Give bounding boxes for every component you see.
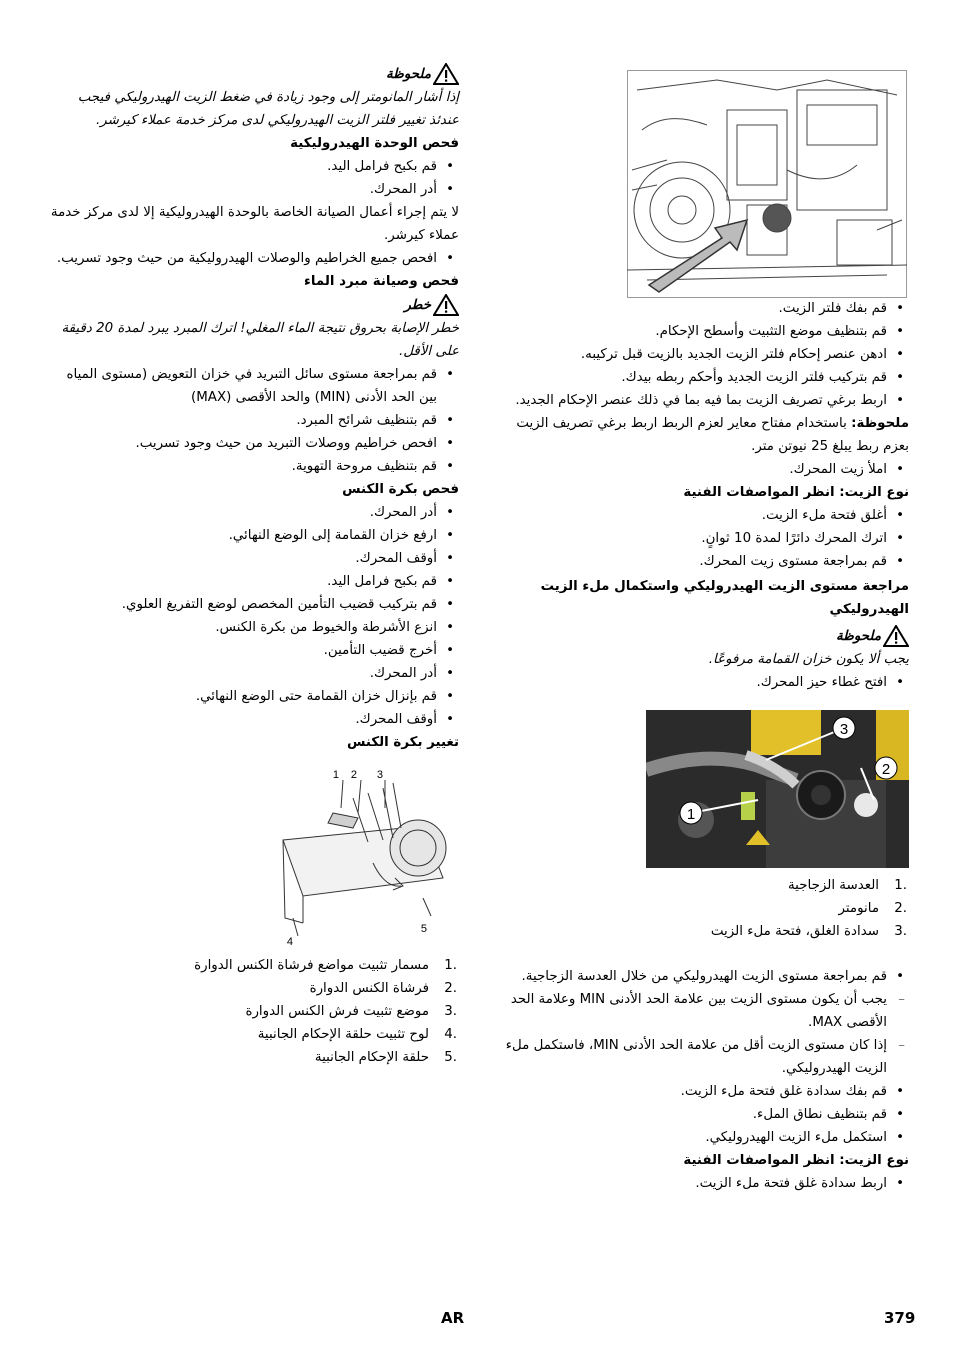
section-heading-broom-check: فحص بكرة الكنس [342, 482, 459, 497]
hydraulics-list-2 [48, 247, 459, 270]
torque-note [497, 412, 909, 458]
cooler-list [48, 363, 459, 478]
label-2: 2 [350, 769, 357, 781]
fill-list [497, 458, 909, 481]
danger-title: خطر [404, 297, 431, 313]
list-item: • قم بتركيب قضيب التأمين المخصص لوضع التفريغ العلوي. [48, 593, 459, 616]
note-label: ملحوظة: [851, 416, 909, 431]
filter-steps-list [497, 297, 909, 412]
list-item: • قم بتركيب فلتر الزيت الجديد وأحكم ربطه بيدك. [497, 366, 909, 389]
label-1: 1 [332, 769, 339, 781]
final-list [497, 1172, 909, 1195]
list-item: • قم بتنظيف موضع التثبيت وأسطح الإحكام. [497, 320, 909, 343]
hydraulic-oil-heading: مراجعة مستوى الزيت الهيدروليكي واستكمال ملء الزيت الهيدروليكي [540, 579, 909, 617]
broom-roller-illustration [273, 768, 453, 948]
section-heading-broom-change: تغيير بكرة الكنس [346, 735, 459, 750]
check-list [497, 965, 909, 1149]
legend-item: 2. فرشاة الكنس الدوارة [309, 981, 457, 996]
note-heading [48, 62, 459, 86]
list-item: • أدر المحرك. [48, 662, 459, 685]
open-cover-list [497, 671, 909, 694]
list-item: • قم بتنظيف نطاق الملء. [497, 1103, 909, 1126]
list-item: • اربط برغي تصريف الزيت بما فيه بما في ذلك عنصر الإحكام الجديد. [497, 389, 909, 412]
legend-item: 5. حلقة الإحكام الجانبية [314, 1050, 457, 1065]
warning-icon [433, 294, 459, 316]
note-title: ملحوظة [835, 628, 881, 644]
list-item: • افحص جميع الخراطيم والوصلات الهيدروليكية من حيث وجود تسريب. [48, 247, 459, 270]
callout-3: 3 [839, 721, 849, 738]
danger-text: خطر الإصابة بحروق نتيجة الماء المغلي! اترك المبرد يبرد لمدة 20 دقيقة على الأقل. [61, 321, 459, 359]
list-item: • قم بمراجعة مستوى زيت المحرك. [497, 550, 909, 573]
list-item: • انزع الأشرطة والخيوط من بكرة الكنس. [48, 616, 459, 639]
hydraulics-paragraph: لا يتم إجراء أعمال الصيانة الخاصة بالوحدة الهيدروليكية إلا لدى مركز خدمة عملاء كيرشر. [50, 205, 459, 243]
list-item: • قم بكبح فرامل اليد. [48, 570, 459, 593]
section-heading-cooler: فحص وصيانة مبرد الماء [303, 274, 459, 289]
section-heading-hydraulics: فحص الوحدة الهيدروليكية [290, 136, 459, 151]
danger-heading [48, 293, 459, 317]
list-item: • أخرج قضيب التأمين. [48, 639, 459, 662]
list-item: – يجب أن يكون مستوى الزيت بين علامة الحد الأدنى MIN وعلامة الحد الأقصى MAX. [497, 988, 909, 1034]
list-item: • افحص خراطيم ووصلات التبريد من حيث وجود تسريب. [48, 432, 459, 455]
list-item: • أوقف المحرك. [48, 708, 459, 731]
list-item: • أوقف المحرك. [48, 547, 459, 570]
warning-icon [433, 63, 459, 85]
broom-check-list [48, 501, 459, 731]
list-item: • اترك المحرك دائرًا لمدة 10 ثوانٍ. [497, 527, 909, 550]
list-item: • استكمل ملء الزيت الهيدروليكي. [497, 1126, 909, 1149]
list-item: • املأ زيت المحرك. [497, 458, 909, 481]
list-item: • قم بكبح فرامل اليد. [48, 155, 459, 178]
list-item: – إذا كان مستوى الزيت أقل من علامة الحد الأدنى MIN، فاستكمل ملء الزيت الهيدروليكي. [497, 1034, 909, 1080]
callout-1: 1 [686, 806, 696, 823]
label-3: 3 [376, 769, 383, 781]
list-item: • ارفع خزان القمامة إلى الوضع النهائي. [48, 524, 459, 547]
engine-oil-filter-illustration [627, 70, 907, 298]
engine-photo [497, 62, 907, 297]
broom-legend [48, 954, 459, 1069]
list-item: • قم بتنظيف شرائح المبرد. [48, 409, 459, 432]
list-item: • قم بإنزال خزان القمامة حتى الوضع النهائي. [48, 685, 459, 708]
list-item: • قم بفك سدادة غلق فتحة ملء الزيت. [497, 1080, 909, 1103]
list-item: • قم بمراجعة مستوى الزيت الهيدروليكي من خلال العدسة الزجاجية. [497, 965, 909, 988]
language-code: AR [441, 1309, 465, 1327]
legend-item: 1. مسمار تثبيت مواضع فرشاة الكنس الدوارة [194, 958, 457, 973]
note-text: إذا أشار المانومتر إلى وجود زيادة في ضغط الزيت الهيدروليكي فيجب عندئذ تغيير فلتر الزيت الهيدروليكي لدى مركز خدمة عملاء كيرشر. [77, 90, 459, 128]
legend-item: 1. العدسة الزجاجية [788, 878, 907, 893]
left-column [48, 62, 459, 1069]
legend-item: 3. سدادة الغلق، فتحة ملء الزيت [710, 924, 907, 939]
warning-icon [883, 625, 909, 647]
page-number: 379 [884, 1309, 916, 1327]
list-item: • أدر المحرك. [48, 501, 459, 524]
hydraulics-list [48, 155, 459, 201]
list-item: • اربط سدادة غلق فتحة ملء الزيت. [497, 1172, 909, 1195]
note-heading [497, 624, 909, 648]
note-text: يجب ألا يكون خزان القمامة مرفوعًا. [708, 652, 909, 667]
hydraulic-tank-illustration [646, 710, 909, 868]
right-column [497, 62, 909, 1195]
photo-legend [497, 874, 909, 943]
list-item: • ادهن عنصر إحكام فلتر الزيت الجديد بالزيت قبل تركيبه. [497, 343, 909, 366]
oil-type-label-2: نوع الزيت: انظر المواصفات الفنية [683, 1153, 909, 1168]
callout-2: 2 [881, 761, 891, 778]
engine-steps-list [497, 504, 909, 573]
label-4: 4 [286, 936, 293, 948]
list-item: • قم بتنظيف مروحة التهوية. [48, 455, 459, 478]
list-item: • افتح غطاء حيز المحرك. [497, 671, 909, 694]
note-title: ملحوظة [385, 66, 431, 82]
label-5: 5 [420, 923, 427, 935]
list-item: • أدر المحرك. [48, 178, 459, 201]
note-text: باستخدام مفتاح معاير لعزم الربط اربط برغي تصريف الزيت بعزم ربط يبلغ 25 نيوتن متر. [516, 416, 909, 454]
broom-diagram [48, 754, 459, 954]
legend-item: 3. موضع تثبيت فرش الكنس الدوارة [245, 1004, 457, 1019]
list-item: • قم بمراجعة مستوى سائل التبريد في خزان التعويض (مستوى المياه بين الحد الأدنى (MIN) والحد الأقصى (MAX) [48, 363, 459, 409]
legend-item: 2. مانومتر [838, 901, 907, 916]
hydraulic-tank-photo [497, 702, 909, 874]
oil-type-label: نوع الزيت: انظر المواصفات الفنية [683, 485, 909, 500]
legend-item: 4. لوح تثبيت حلقة الإحكام الجانبية [257, 1027, 457, 1042]
list-item: • قم بفك فلتر الزيت. [497, 297, 909, 320]
list-item: • أغلق فتحة ملء الزيت. [497, 504, 909, 527]
